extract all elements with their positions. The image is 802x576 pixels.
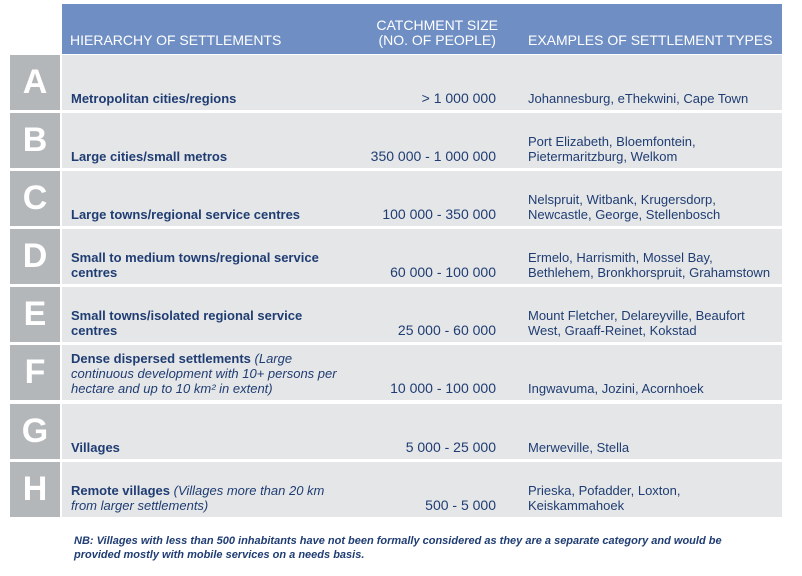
row-cell bbox=[62, 229, 782, 284]
settlement-examples: Ermelo, Harrismith, Mossel Bay, Bethlehem, Bronkhorspruit, Grahamstown bbox=[528, 250, 771, 280]
row-cell bbox=[62, 404, 782, 459]
settlement-note: (Large continuous development with 10+ persons per hectare and up to 10 km² in extent) bbox=[71, 351, 337, 396]
row-letter: B bbox=[10, 113, 60, 168]
row-letter: C bbox=[10, 171, 60, 226]
settlement-name: Large towns/regional service centres bbox=[71, 207, 301, 222]
row-letter: D bbox=[10, 229, 60, 284]
header-examples: EXAMPLES OF SETTLEMENT TYPES bbox=[528, 32, 773, 48]
settlement-name: Small towns/isolated regional service centres bbox=[71, 308, 303, 338]
settlement-description bbox=[71, 207, 341, 222]
row-cell bbox=[62, 171, 782, 226]
catchment-size: 25 000 - 60 000 bbox=[397, 322, 496, 338]
catchment-size: 5 000 - 25 000 bbox=[405, 439, 496, 455]
settlement-description bbox=[71, 440, 341, 455]
row-cell bbox=[62, 113, 782, 168]
row-cell bbox=[62, 287, 782, 342]
row-letter: H bbox=[10, 462, 60, 517]
table-header bbox=[62, 4, 782, 54]
footnote: NB: Villages with less than 500 inhabitants have not been formally considered as they are a separate category and would be provided mostly with mobile services on a needs basis. bbox=[74, 535, 722, 561]
settlement-description bbox=[71, 91, 341, 106]
settlement-name: Dense dispersed settlements bbox=[71, 351, 251, 366]
settlement-name: Small to medium towns/regional service centres bbox=[71, 250, 319, 280]
settlement-description bbox=[71, 149, 341, 164]
settlement-examples: Port Elizabeth, Bloemfontein, Pietermaritzburg, Welkom bbox=[528, 134, 696, 164]
catchment-size: 350 000 - 1 000 000 bbox=[370, 148, 496, 164]
row-letter: E bbox=[10, 287, 60, 342]
table-row bbox=[10, 462, 782, 517]
settlement-note: (Villages more than 20 km from larger settlements) bbox=[71, 483, 325, 513]
settlement-description bbox=[71, 308, 341, 338]
table-row bbox=[10, 171, 782, 226]
settlement-name: Remote villages bbox=[71, 483, 170, 498]
header-catchment-line2: (NO. OF PEOPLE) bbox=[378, 32, 496, 48]
table-row bbox=[10, 113, 782, 168]
settlement-examples: Prieska, Pofadder, Loxton, Keiskammahoek bbox=[528, 483, 681, 513]
table-row bbox=[10, 55, 782, 110]
settlement-name: Large cities/small metros bbox=[71, 149, 228, 164]
row-letter: G bbox=[10, 404, 60, 459]
settlement-description bbox=[71, 351, 341, 396]
row-cell bbox=[62, 345, 782, 400]
row-letter: A bbox=[10, 55, 60, 110]
header-catchment-line1: CATCHMENT SIZE bbox=[376, 17, 498, 33]
settlement-examples: Johannesburg, eThekwini, Cape Town bbox=[528, 91, 749, 106]
header-hierarchy: HIERARCHY OF SETTLEMENTS bbox=[70, 32, 282, 48]
table-row bbox=[10, 287, 782, 342]
catchment-size: 10 000 - 100 000 bbox=[390, 380, 496, 396]
catchment-size: > 1 000 000 bbox=[421, 90, 496, 106]
settlement-name: Metropolitan cities/regions bbox=[71, 91, 237, 106]
row-cell bbox=[62, 55, 782, 110]
header-catchment bbox=[376, 18, 498, 48]
catchment-size: 500 - 5 000 bbox=[425, 497, 496, 513]
settlement-name: Villages bbox=[71, 440, 120, 455]
settlement-examples: Mount Fletcher, Delareyville, Beaufort West, Graaff-Reinet, Kokstad bbox=[528, 308, 745, 338]
catchment-size: 100 000 - 350 000 bbox=[382, 206, 496, 222]
table-row bbox=[10, 345, 782, 400]
settlement-examples: Nelspruit, Witbank, Krugersdorp, Newcastle, George, Stellenbosch bbox=[528, 192, 721, 222]
catchment-size: 60 000 - 100 000 bbox=[390, 264, 496, 280]
settlement-examples: Ingwavuma, Jozini, Acornhoek bbox=[528, 381, 704, 396]
row-cell bbox=[62, 462, 782, 517]
settlement-description bbox=[71, 250, 341, 280]
settlement-examples: Merweville, Stella bbox=[528, 440, 630, 455]
row-letter: F bbox=[10, 345, 60, 400]
table-row bbox=[10, 404, 782, 459]
table-row bbox=[10, 229, 782, 284]
settlement-description bbox=[71, 483, 341, 513]
